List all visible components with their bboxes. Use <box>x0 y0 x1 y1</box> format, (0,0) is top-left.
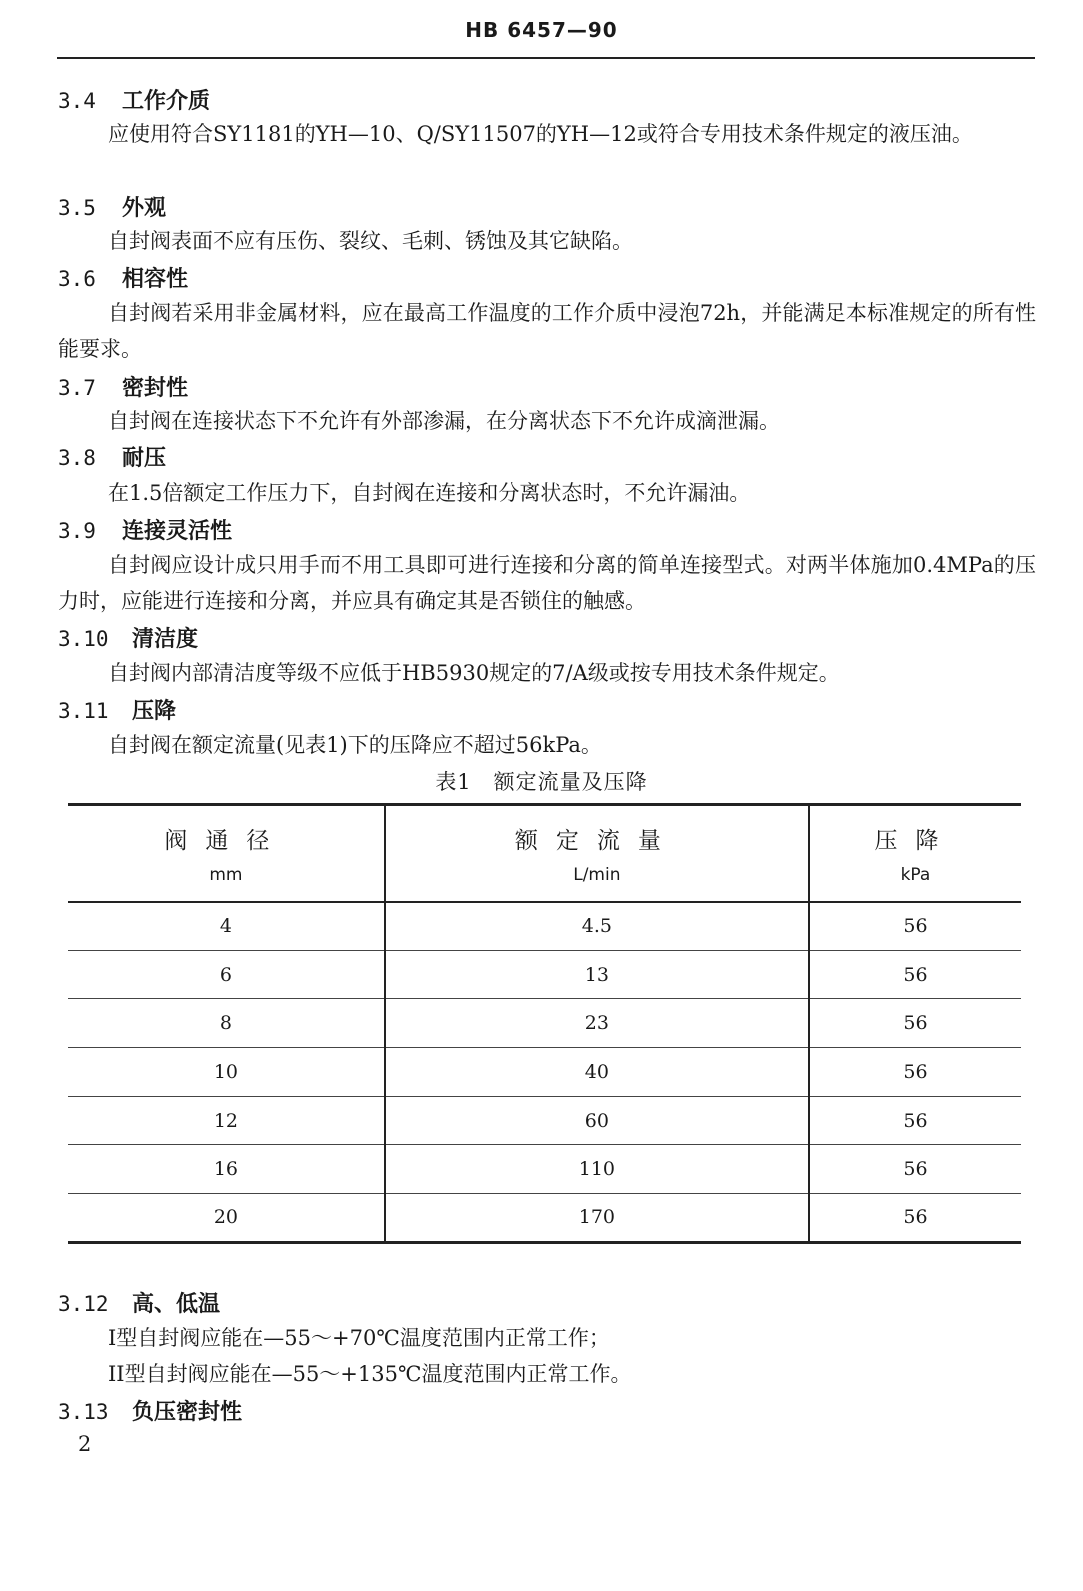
section-number: 3.13 <box>58 1400 109 1424</box>
section-3-8-text: 在1.5倍额定工作压力下，自封阀在连接和分离状态时，不允许漏油。 <box>108 481 751 505</box>
cell-diameter: 6 <box>219 963 232 986</box>
header-pressure-drop: 压降 kPa <box>809 805 1021 902</box>
section-3-12-heading <box>58 1287 220 1318</box>
cell-pressure: 56 <box>809 1194 1021 1243</box>
section-number: 3.9 <box>58 519 96 543</box>
cell-diameter: 8 <box>219 1012 232 1035</box>
section-title: 外观 <box>122 196 167 221</box>
section-3-7-text: 自封阀在连接状态下不允许有外部渗漏，在分离状态下不允许成滴泄漏。 <box>108 409 780 433</box>
cell-diameter: 10 <box>213 1060 238 1083</box>
table-title: 表1 额定流量及压降 <box>435 770 648 794</box>
cell-flow: 170 <box>385 1194 809 1243</box>
section-3-12-line1: I型自封阀应能在—55～+70℃温度范围内正常工作； <box>108 1326 610 1350</box>
section-number: 3.7 <box>58 376 96 400</box>
flow-pressure-table <box>68 803 1021 1244</box>
section-3-4-text: 应使用符合SY1181的YH—10、Q/SY11507的YH—12或符合专用技术条件规定的液压油。 <box>108 122 973 146</box>
section-3-10-text: 自封阀内部清洁度等级不应低于HB5930规定的7/A级或按专用技术条件规定。 <box>108 661 840 685</box>
cell-diameter: 20 <box>213 1206 238 1229</box>
section-3-10-heading <box>58 622 198 653</box>
cell-pressure: 56 <box>809 999 1021 1048</box>
table-row <box>68 1145 1021 1194</box>
table-row <box>68 1096 1021 1145</box>
cell-pressure: 56 <box>809 1048 1021 1097</box>
cell-flow: 40 <box>385 1048 809 1097</box>
section-title: 工作介质 <box>122 89 211 114</box>
page-number: 2 <box>78 1432 92 1456</box>
cell-flow: 60 <box>385 1096 809 1145</box>
section-3-13-heading <box>58 1395 242 1426</box>
header-rule <box>57 57 1035 59</box>
section-title: 压降 <box>132 699 177 724</box>
section-3-5-heading <box>58 191 166 222</box>
cell-diameter: 12 <box>213 1109 238 1132</box>
section-3-4-heading <box>58 84 210 115</box>
header-valve-diameter: 阀通径 mm <box>68 805 385 902</box>
section-title: 耐压 <box>122 446 167 471</box>
section-title: 清洁度 <box>132 627 199 652</box>
cell-flow: 23 <box>385 999 809 1048</box>
cell-flow: 4.5 <box>385 902 809 951</box>
section-title: 连接灵活性 <box>122 519 233 544</box>
cell-pressure: 56 <box>809 1145 1021 1194</box>
section-3-12-line2: II型自封阀应能在—55～+135℃温度范围内正常工作。 <box>108 1362 632 1386</box>
cell-flow: 13 <box>385 950 809 999</box>
table-row <box>68 950 1021 999</box>
cell-pressure: 56 <box>809 950 1021 999</box>
section-3-8-heading <box>58 441 166 472</box>
cell-diameter: 16 <box>213 1158 238 1181</box>
section-number: 3.12 <box>58 1292 109 1316</box>
document-code: HB 6457—90 <box>465 18 618 42</box>
section-number: 3.11 <box>58 699 109 723</box>
cell-diameter: 4 <box>219 915 232 938</box>
cell-pressure: 56 <box>809 902 1021 951</box>
section-3-11-text: 自封阀在额定流量(见表1)下的压降应不超过56kPa。 <box>108 733 602 757</box>
section-3-7-heading <box>58 371 188 402</box>
section-3-9-text: 自封阀应设计成只用手而不用工具即可进行连接和分离的简单连接型式。对两半体施加0.4MPa的压力时，应能进行连接和分离，并应具有确定其是否锁住的触感。 <box>58 553 1036 613</box>
section-3-11-heading <box>58 694 176 725</box>
table-row <box>68 999 1021 1048</box>
section-title: 高、低温 <box>132 1292 221 1317</box>
section-3-6-heading <box>58 262 188 293</box>
section-number: 3.6 <box>58 267 96 291</box>
cell-flow: 110 <box>385 1145 809 1194</box>
section-title: 相容性 <box>122 267 189 292</box>
table-row <box>68 1194 1021 1243</box>
table-row <box>68 1048 1021 1097</box>
section-number: 3.8 <box>58 446 96 470</box>
section-number: 3.5 <box>58 196 96 220</box>
table-header-row <box>68 805 1021 902</box>
section-title: 密封性 <box>122 376 189 401</box>
header-rated-flow: 额定流量 L/min <box>385 805 809 902</box>
table-row <box>68 902 1021 951</box>
section-number: 3.10 <box>58 627 109 651</box>
cell-pressure: 56 <box>809 1096 1021 1145</box>
section-3-6-text: 自封阀若采用非金属材料，应在最高工作温度的工作介质中浸泡72h，并能满足本标准规定的所有性能要求。 <box>58 301 1036 361</box>
section-title: 负压密封性 <box>132 1400 243 1425</box>
section-3-5-text: 自封阀表面不应有压伤、裂纹、毛刺、锈蚀及其它缺陷。 <box>108 229 633 253</box>
section-3-9-heading <box>58 514 232 545</box>
section-number: 3.4 <box>58 89 96 113</box>
